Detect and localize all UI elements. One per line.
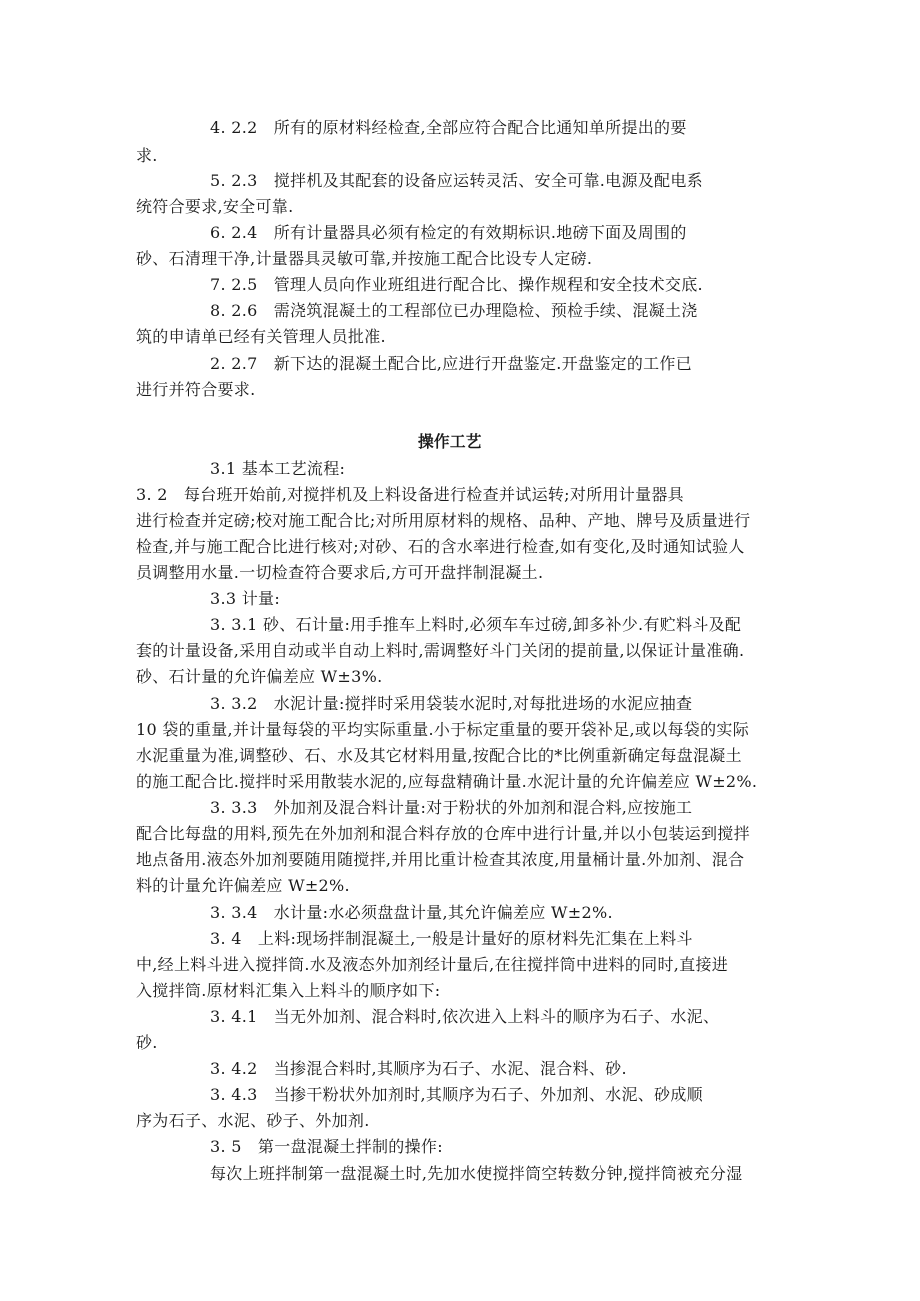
clause-3-3-2: 3. 3.2 水泥计量:搅拌时采用袋装水泥时,对每批进场的水泥应抽查: [210, 694, 693, 713]
clause-3-1: 3.1 基本工艺流程:: [210, 459, 346, 478]
clause-3-2: 3. 2 每台班开始前,对搅拌机及上料设备进行检查并试运转;对所用计量器具: [136, 485, 684, 504]
clause-3-3-4: 3. 3.4 水计量:水必须盘盘计量,其允许偏差应 W±2%.: [210, 903, 613, 922]
clause-5-2-3: 5. 2.3 搅拌机及其配套的设备应运转灵活、安全可靠.电源及配电系: [210, 171, 703, 190]
text-line: 统符合要求,安全可靠.: [136, 197, 294, 216]
text-line: 序为石子、水泥、砂子、外加剂.: [136, 1111, 370, 1130]
text-line: 配合比每盘的用料,预先在外加剂和混合料存放的仓库中进行计量,并以小包装运到搅拌: [136, 824, 750, 843]
section-heading: 操作工艺: [417, 432, 482, 451]
text-line: 砂、石清理干净,计量器具灵敏可靠,并按施工配合比设专人定磅.: [136, 249, 593, 268]
clause-3-4: 3. 4 上料:现场拌制混凝土,一般是计量好的原材料先汇集在上料斗: [210, 929, 693, 948]
text-line: 砂、石计量的允许偏差应 W±3%.: [136, 667, 383, 686]
clause-3-3-1: 3. 3.1 砂、石计量:用手推车上料时,必须车车过磅,卸多补少.有贮料斗及配: [210, 615, 742, 634]
text-line: 求.: [136, 146, 158, 165]
clause-2-2-7: 2. 2.7 新下达的混凝土配合比,应进行开盘鉴定.开盘鉴定的工作已: [210, 354, 693, 373]
text-line: 员调整用水量.一切检查符合要求后,方可开盘拌制混凝土.: [136, 563, 544, 582]
clause-3-4-3: 3. 4.3 当掺干粉状外加剂时,其顺序为石子、外加剂、水泥、砂成顺: [210, 1085, 703, 1104]
text-line: 套的计量设备,采用自动或半自动上料时,需调整好斗门关闭的提前量,以保证计量准确.: [136, 641, 745, 660]
clause-8-2-6: 8. 2.6 需浇筑混凝土的工程部位已办理隐检、预检手续、混凝土浇: [210, 301, 698, 320]
clause-6-2-4: 6. 2.4 所有计量器具必须有检定的有效期标识.地磅下面及周围的: [210, 223, 687, 242]
text-line: 进行检查并定磅;校对施工配合比;对所用原材料的规格、品种、产地、牌号及质量进行: [136, 511, 751, 530]
text-line: 每次上班拌制第一盘混凝土时,先加水使搅拌筒空转数分钟,搅拌筒被充分湿: [210, 1164, 743, 1183]
clause-7-2-5: 7. 2.5 管理人员向作业班组进行配合比、操作规程和安全技术交底.: [210, 275, 703, 294]
text-line: 检查,并与施工配合比进行核对;对砂、石的含水率进行检查,如有变化,及时通知试验人: [136, 537, 745, 556]
text-line: 入搅拌筒.原材料汇集入上料斗的顺序如下:: [136, 981, 441, 1000]
text-line: 筑的申请单已经有关管理人员批准.: [136, 327, 386, 346]
text-line: 水泥重量为准,调整砂、石、水及其它材料用量,按配合比的*比例重新确定每盘混凝土: [136, 746, 742, 765]
clause-4-2-2: 4. 2.2 所有的原材料经检查,全部应符合配合比通知单所提出的要: [210, 118, 687, 137]
clause-3-3-3: 3. 3.3 外加剂及混合料计量:对于粉状的外加剂和混合料,应按施工: [210, 798, 693, 817]
text-line: 的施工配合比.搅拌时采用散装水泥的,应每盘精确计量.水泥计量的允许偏差应 W±2%.: [136, 772, 758, 791]
clause-3-5: 3. 5 第一盘混凝土拌制的操作:: [210, 1137, 443, 1156]
clause-3-3: 3.3 计量:: [210, 589, 281, 608]
text-line: 地点备用.液态外加剂要随用随搅拌,并用比重计检查其浓度,用量桶计量.外加剂、混合: [136, 850, 745, 869]
text-line: 10 袋的重量,并计量每袋的平均实际重量.小于标定重量的要开袋补足,或以每袋的实际: [136, 720, 750, 739]
text-line: 砂.: [136, 1033, 158, 1052]
text-line: 中,经上料斗进入搅拌筒.水及液态外加剂经计量后,在往搅拌筒中进料的同时,直接进: [136, 955, 729, 974]
clause-3-4-2: 3. 4.2 当掺混合料时,其顺序为石子、水泥、混合料、砂.: [210, 1059, 627, 1078]
text-line: 料的计量允许偏差应 W±2%.: [136, 876, 350, 895]
clause-3-4-1: 3. 4.1 当无外加剂、混合料时,依次进入上料斗的顺序为石子、水泥、: [210, 1007, 720, 1026]
text-line: 进行并符合要求.: [136, 380, 256, 399]
